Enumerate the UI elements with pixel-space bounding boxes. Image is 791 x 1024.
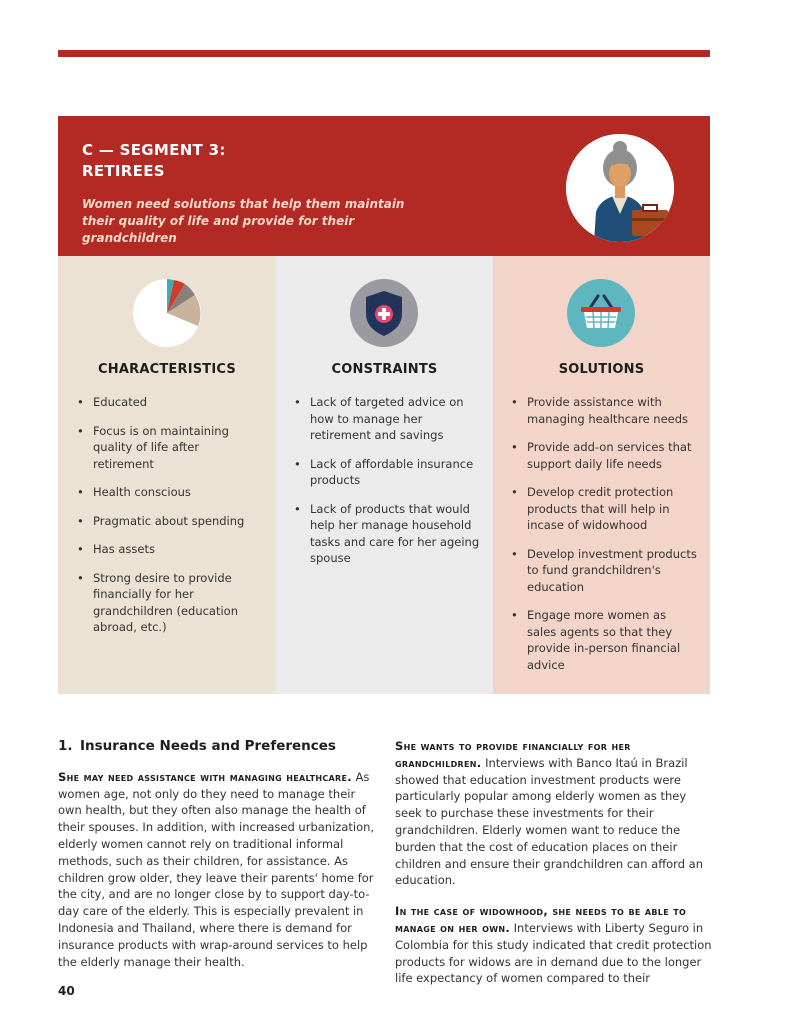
- list-item: • Develop investment products to fund grandchildren's education: [527, 546, 699, 596]
- paragraph-lead: In the case of widowhood, she needs to be able to manage on her own.: [395, 904, 687, 935]
- list-item: • Pragmatic about spending: [93, 513, 263, 530]
- list-item: • Lack of affordable insurance products: [310, 456, 480, 489]
- list-item: • Develop credit protection products that will help in incase of widowhood: [527, 484, 699, 534]
- solutions-column: [493, 256, 710, 694]
- segment-header: [58, 116, 710, 256]
- paragraph-grandchildren: [395, 738, 715, 889]
- characteristics-heading: CHARACTERISTICS: [98, 362, 236, 377]
- constraints-column: [276, 256, 493, 694]
- constraints-heading: CONSTRAINTS: [331, 362, 438, 377]
- section-number: 1.: [58, 738, 73, 754]
- paragraph-text: Interviews with Banco Itaú in Brazil showed that education investment products were particularly popular among elderly women as they seek to purchase these investments for their grandchildren. Elderly women want to reduce the burden that the cost of education places on their children and ensure their grandchildren can afford an education.: [395, 755, 703, 888]
- section-title: [58, 738, 378, 755]
- paragraph-healthcare: [58, 769, 378, 971]
- list-item: • Strong desire to provide financially for her grandchildren (education abroad, etc.): [93, 570, 263, 636]
- page-number: 40: [58, 984, 75, 998]
- section-title-text: Insurance Needs and Preferences: [80, 738, 336, 754]
- segment-subtitle: Women need solutions that help them maintain their quality of life and provide for their grandchildren: [82, 197, 405, 245]
- paragraph-text: As women age, not only do they need to manage their own health, but they often also manage the health of their spouses. In addition, with increased urbanization, elderly women cannot rely on traditional informal methods, such as their children, for assistance. As children grow older, they leave their parents' home for the city, and are no longer close by to support day-to-day care of the elderly. This is especially prevalent in Indonesia and Thailand, where there is demand for insurance products with wrap-around services to help the elderly manage their health.: [58, 769, 375, 969]
- solutions-heading: SOLUTIONS: [558, 362, 645, 377]
- constraints-list: [310, 394, 480, 579]
- list-item: • Has assets: [93, 541, 263, 558]
- body-column-right: [395, 738, 715, 1001]
- list-item: • Educated: [93, 394, 263, 411]
- characteristics-column: [58, 256, 276, 694]
- segment-title: [82, 140, 282, 182]
- solutions-list: [527, 394, 699, 685]
- paragraph-widowhood: [395, 903, 715, 987]
- shopping-basket-icon: [566, 278, 636, 348]
- segment-title-line1: C — SEGMENT 3:: [82, 141, 226, 159]
- retiree-portrait-icon: [566, 134, 674, 242]
- paragraph-lead: She may need assistance with managing healthcare.: [58, 769, 352, 784]
- list-item: • Health conscious: [93, 484, 263, 501]
- body-column-left: [58, 738, 378, 984]
- list-item: • Lack of targeted advice on how to manage her retirement and savings: [310, 394, 480, 444]
- segment-title-line2: RETIREES: [82, 162, 165, 180]
- list-item: • Provide assistance with managing healthcare needs: [527, 394, 699, 427]
- list-item: • Engage more women as sales agents so that they provide in-person financial advice: [527, 607, 699, 673]
- characteristics-list: [93, 394, 263, 648]
- paragraph-text: Interviews with Liberty Seguro in Colombia for this study indicated that credit protection products for widows are in demand due to the longer life expectancy of women compared to their: [395, 920, 712, 986]
- list-item: • Lack of products that would help her manage household tasks and care for her ageing spouse: [310, 501, 480, 567]
- list-item: • Provide add-on services that support daily life needs: [527, 439, 699, 472]
- pie-chart-icon: [132, 278, 202, 348]
- paragraph-lead: She wants to provide financially for her grandchildren.: [395, 739, 631, 770]
- health-shield-icon: [349, 278, 419, 348]
- list-item: • Focus is on maintaining quality of life after retirement: [93, 423, 263, 473]
- top-accent-bar: [58, 50, 710, 57]
